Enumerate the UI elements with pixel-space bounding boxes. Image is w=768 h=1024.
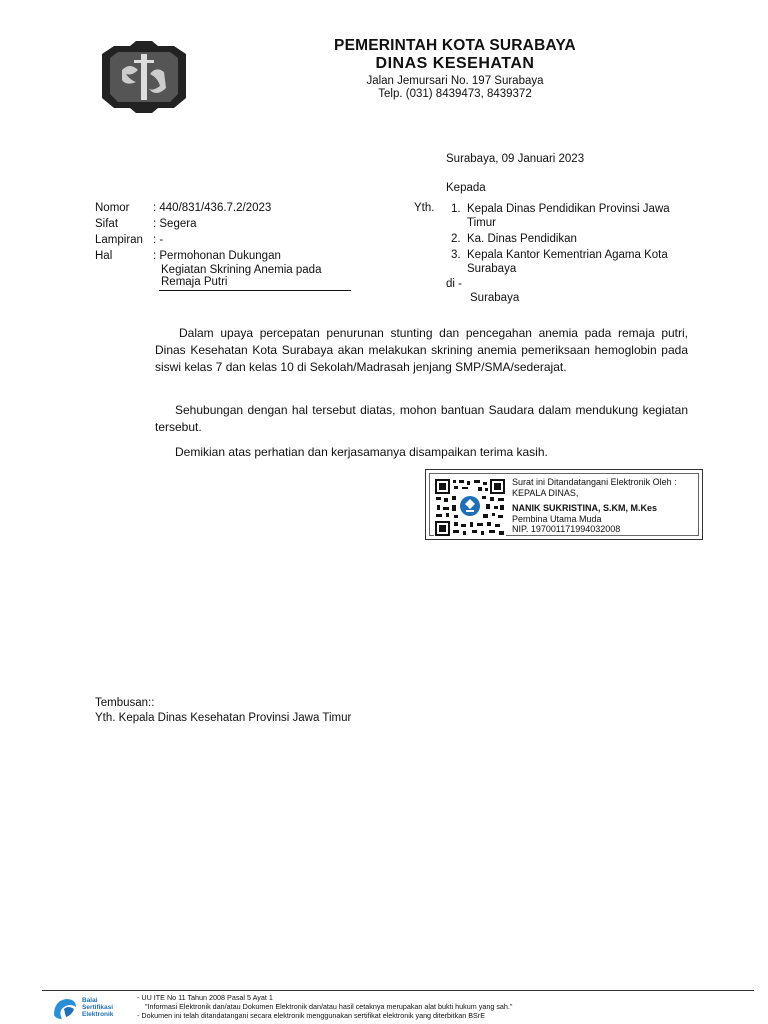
hal-underline: [159, 290, 351, 291]
recipient-line1: Kepala Kantor Kementrian Agama Kota: [467, 249, 668, 261]
recipient-line2: Timur: [467, 217, 496, 229]
letterhead: [270, 37, 640, 102]
footer-line1: - UU ITE No 11 Tahun 2008 Pasal 5 Ayat 1: [137, 993, 273, 1002]
letterhead-address: Jalan Jemursari No. 197 Surabaya: [366, 75, 544, 88]
recipient-item: [451, 202, 711, 230]
nomor-value: : 440/831/436.7.2/2023: [153, 202, 272, 214]
recipient-city: Surabaya: [470, 292, 520, 304]
recipient-num: 3.: [451, 249, 461, 261]
tembusan-label: Tembusan::: [95, 697, 155, 709]
sifat-value: : Segera: [153, 218, 197, 230]
body-p2-text: Sehubungan dengan hal tersebut diatas, mohon bantuan Saudara dalam mendukung kegiatan tersebut.: [155, 403, 688, 434]
nomor-label: Nomor: [95, 202, 130, 214]
hal-value-line2: Kegiatan Skrining Anemia pada: [161, 264, 322, 276]
recipient-line1: Ka. Dinas Pendidikan: [467, 233, 577, 245]
recipient-num: 1.: [451, 203, 461, 215]
recipient-list: [451, 202, 711, 278]
hal-value-line3: Remaja Putri: [161, 276, 228, 288]
yth-label: Yth.: [414, 202, 435, 214]
signature-rank: Pembina Utama Muda: [512, 513, 602, 524]
footer-divider: [42, 990, 754, 991]
body-p1-text: Dalam upaya percepatan penurunan stunting dan pencegahan anemia pada remaja putri, Dinas Kesehatan Kota Surabaya akan melakukan skrining anemia pemeriksaan hemoglobin pada siswi kelas 7 dan kelas 10 di Sekolah/Madrasah jenjang SMP/SMA/sederajat.: [155, 326, 688, 374]
hal-value-line1: : Permohonan Dukungan: [153, 250, 281, 262]
di-label: di -: [446, 278, 462, 290]
recipient-line1: Kepala Dinas Pendidikan Provinsi Jawa: [467, 203, 670, 215]
signature-text: [512, 477, 677, 535]
tembusan-line: Yth. Kepala Dinas Kesehatan Provinsi Jawa Timur: [95, 712, 352, 724]
e-signature-box: [425, 469, 703, 540]
lampiran-label: Lampiran: [95, 234, 143, 246]
signature-nip: NIP. 197001171994032008: [512, 524, 621, 534]
bsre-line1: Balai: [82, 997, 98, 1004]
body-paragraph-3: Demikian atas perhatian dan kerjasamanya disampaikan terima kasih.: [175, 445, 548, 459]
letterhead-line2: DINAS KESEHATAN: [375, 54, 535, 72]
body-paragraph-1: [155, 325, 688, 376]
footer-line2: "Informasi Elektronik dan/atau Dokumen Elektronik dan/atau hasil cetaknya merupakan alat bukti hukum yang sah.": [145, 1002, 513, 1011]
e-signature-frame: [429, 473, 699, 536]
signature-name: NANIK SUKRISTINA, S.KM, M.Kes: [512, 503, 658, 513]
letterhead-line1: PEMERINTAH KOTA SURABAYA: [334, 37, 576, 54]
kepada-label: Kepada: [446, 182, 486, 194]
hal-label: Hal: [95, 250, 113, 262]
signature-line2: KEPALA DINAS,: [512, 487, 579, 498]
sifat-label: Sifat: [95, 218, 119, 230]
surabaya-crest-logo: [100, 40, 188, 114]
lampiran-value: : -: [153, 234, 164, 246]
footer-line3: - Dokumen ini telah ditandatangani secara elektronik menggunakan sertifikat elektronik yang diterbitkan BSrE: [137, 1011, 485, 1020]
recipient-num: 2.: [451, 233, 461, 245]
recipient-line2: Surabaya: [467, 263, 517, 275]
footer-notes: [137, 993, 512, 1020]
bsre-logo: [50, 995, 140, 1021]
letterhead-phone: Telp. (031) 8439473, 8439372: [378, 88, 532, 101]
bsre-line2: Sertifikasi: [82, 1004, 114, 1011]
date-place: Surabaya, 09 Januari 2023: [446, 153, 585, 165]
body-paragraph-2: [155, 402, 688, 436]
recipient-item: [451, 248, 711, 276]
bsre-line3: Elektronik: [82, 1011, 114, 1018]
signature-line1: Surat ini Ditandatangani Elektronik Oleh :: [512, 477, 677, 487]
recipient-item: [451, 232, 711, 246]
bsre-icon: [50, 995, 80, 1021]
qr-code-icon: [434, 478, 506, 537]
